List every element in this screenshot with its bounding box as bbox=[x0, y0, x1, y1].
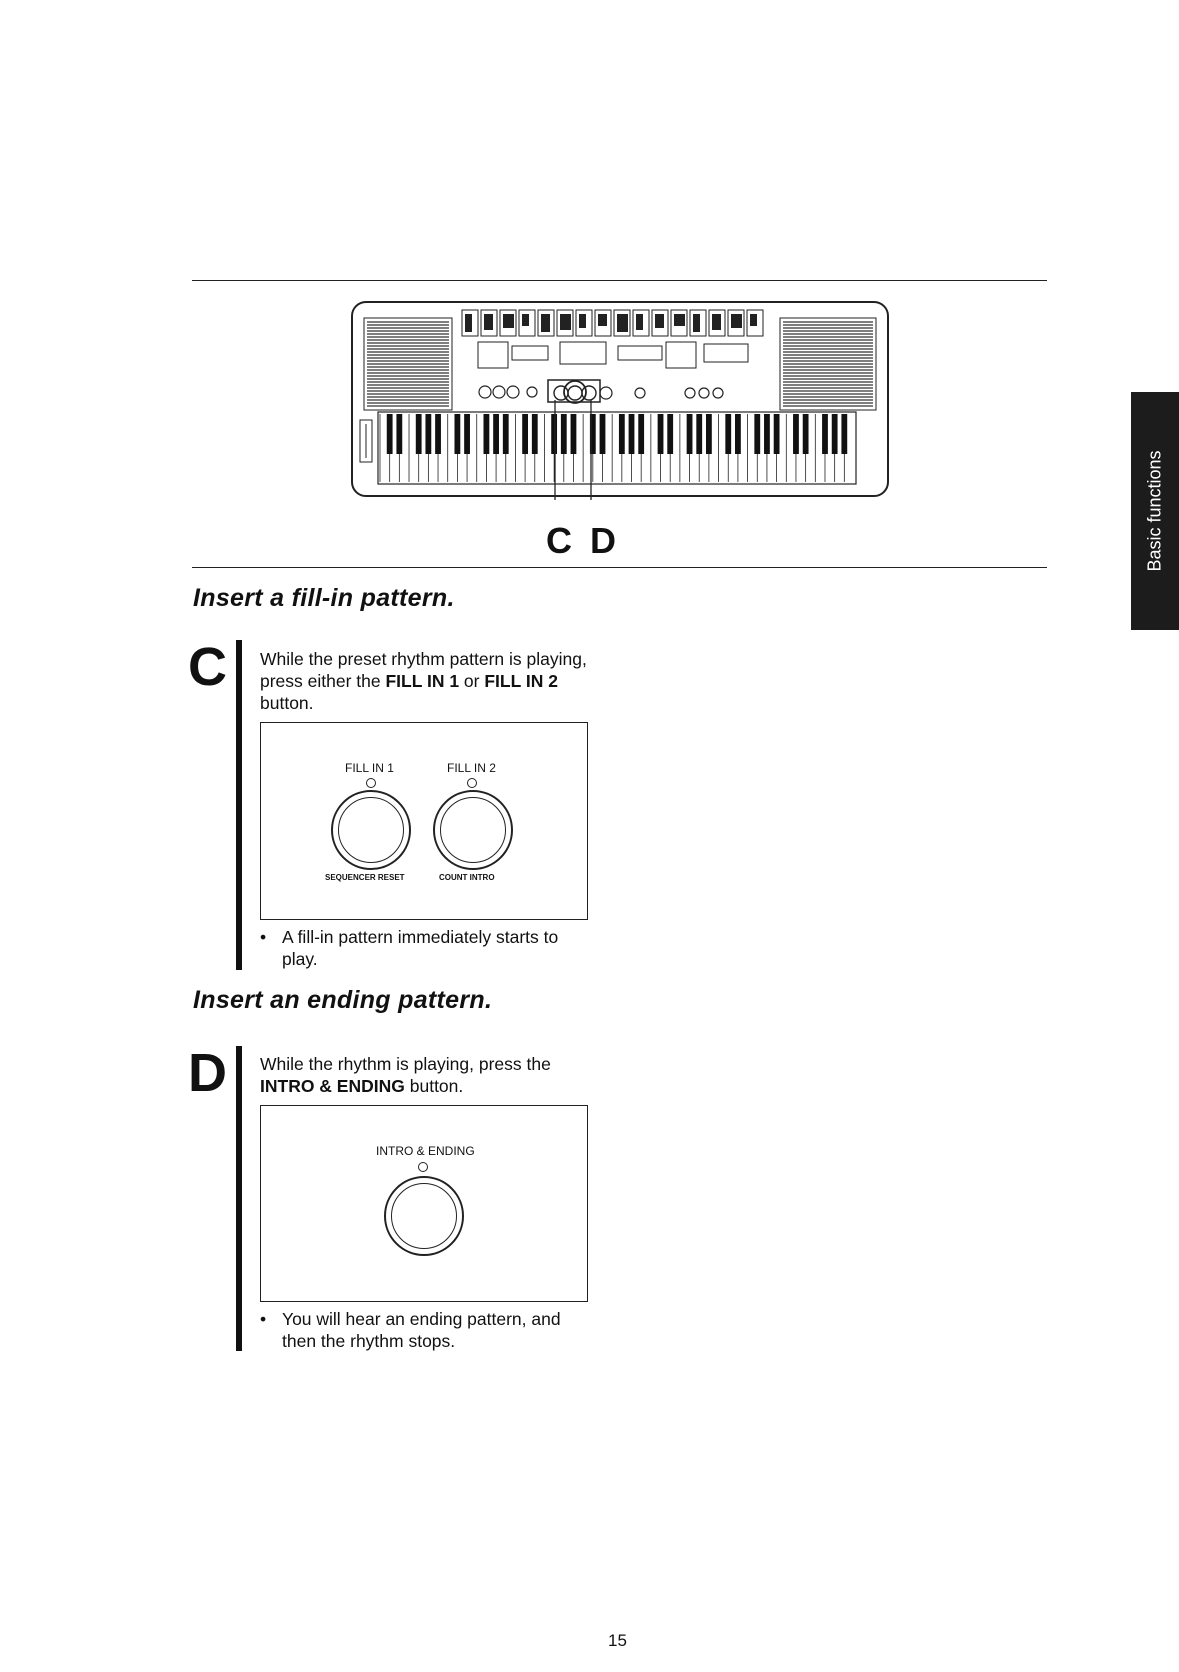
section-title-fill-in: Insert a fill-in pattern. bbox=[193, 584, 455, 612]
bullet-dot: • bbox=[260, 927, 267, 947]
intro-ending-indicator bbox=[418, 1162, 428, 1172]
bottom-rule bbox=[192, 567, 1047, 568]
keyboard-illustration bbox=[350, 300, 890, 500]
count-intro-caption: COUNT INTRO bbox=[439, 873, 495, 882]
step-letter-d: D bbox=[188, 1043, 227, 1103]
fill-in-1-button[interactable] bbox=[331, 790, 411, 870]
bullet-dot: • bbox=[260, 1309, 267, 1329]
step-c-text-2: or bbox=[459, 671, 485, 691]
step-d-instructions bbox=[260, 1053, 600, 1097]
intro-ending-label: INTRO & ENDING bbox=[260, 1076, 405, 1096]
step-d-bullet-text: You will hear an ending pattern, and then the rhythm stops. bbox=[282, 1309, 561, 1351]
speaker-right bbox=[780, 318, 876, 410]
section-title-ending: Insert an ending pattern. bbox=[193, 986, 493, 1014]
intro-ending-button[interactable] bbox=[384, 1176, 464, 1256]
sequencer-reset-caption: SEQUENCER RESET bbox=[325, 873, 405, 882]
step-d-text-1: While the rhythm is playing, press the bbox=[260, 1054, 551, 1074]
fill-in-figure bbox=[260, 722, 588, 920]
page-number: 15 bbox=[608, 1631, 627, 1650]
fill-in-1-caption: FILL IN 1 bbox=[345, 761, 394, 775]
top-rule bbox=[192, 280, 1047, 281]
fill-in-2-button[interactable] bbox=[433, 790, 513, 870]
fill-in-2-indicator bbox=[467, 778, 477, 788]
step-c-bullet-text: A fill-in pattern immediately starts to play. bbox=[282, 927, 559, 969]
step-c-bullet bbox=[260, 926, 590, 970]
step-c-text-1: While the preset rhythm pattern is playing, press either the bbox=[260, 649, 587, 691]
keybed bbox=[378, 412, 856, 484]
fill-in-1-label: FILL IN 1 bbox=[385, 671, 460, 691]
step-d-text-2: button. bbox=[404, 1076, 464, 1096]
step-letter-c: C bbox=[188, 637, 227, 697]
step-bar-d bbox=[236, 1046, 242, 1351]
step-c-instructions bbox=[260, 648, 600, 714]
intro-ending-caption: INTRO & ENDING bbox=[376, 1144, 475, 1158]
intro-ending-figure bbox=[260, 1105, 588, 1302]
callout-label-d: D bbox=[590, 520, 616, 561]
chapter-tab bbox=[1131, 392, 1179, 630]
step-d-bullet bbox=[260, 1308, 590, 1352]
callout-label-c: C bbox=[546, 520, 572, 561]
chapter-tab-label: Basic functions bbox=[1144, 450, 1165, 572]
step-bar-c bbox=[236, 640, 242, 970]
fill-in-2-label: FILL IN 2 bbox=[484, 671, 558, 691]
fill-in-1-indicator bbox=[366, 778, 376, 788]
fill-in-2-caption: FILL IN 2 bbox=[447, 761, 496, 775]
step-c-text-3: button. bbox=[260, 693, 314, 713]
speaker-left bbox=[364, 318, 452, 410]
